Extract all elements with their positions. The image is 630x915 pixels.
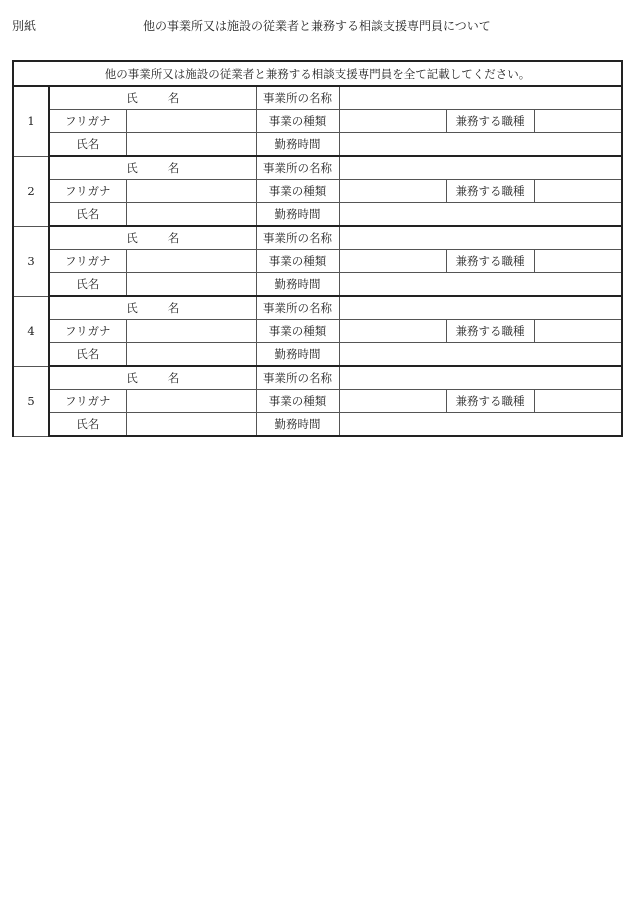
- name-header-char-2: 名: [167, 91, 180, 105]
- working-hours-label: 勤務時間: [256, 203, 339, 227]
- name-header-char-2: 名: [167, 301, 180, 315]
- furigana-label: フリガナ: [49, 110, 126, 133]
- working-hours-label: 勤務時間: [256, 133, 339, 157]
- business-type-field[interactable]: [339, 110, 446, 133]
- instruction-text: 他の事業所又は施設の従業者と兼務する相談支援専門員を全て記載してください。: [13, 61, 622, 86]
- business-type-label: 事業の種類: [256, 390, 339, 413]
- entry-row-name: [13, 273, 622, 297]
- furigana-field[interactable]: [126, 390, 256, 413]
- business-type-field[interactable]: [339, 250, 446, 273]
- office-name-field[interactable]: [339, 366, 622, 390]
- business-type-label: 事業の種類: [256, 110, 339, 133]
- entry-number: 3: [13, 226, 49, 296]
- working-hours-label: 勤務時間: [256, 343, 339, 367]
- entry-row-furigana: [13, 390, 622, 413]
- office-name-label: 事業所の名称: [256, 296, 339, 320]
- entry-row-name: [13, 413, 622, 437]
- name-field[interactable]: [126, 273, 256, 297]
- furigana-label: フリガナ: [49, 390, 126, 413]
- furigana-field[interactable]: [126, 320, 256, 343]
- business-type-label: 事業の種類: [256, 320, 339, 343]
- furigana-label: フリガナ: [49, 180, 126, 203]
- office-name-label: 事業所の名称: [256, 226, 339, 250]
- concurrent-job-field[interactable]: [534, 180, 622, 203]
- furigana-field[interactable]: [126, 180, 256, 203]
- entry-row-name-header: [13, 156, 622, 180]
- entry-number: 1: [13, 86, 49, 156]
- office-name-field[interactable]: [339, 156, 622, 180]
- concurrent-job-label: 兼務する職種: [446, 320, 534, 343]
- entry-row-name: [13, 343, 622, 367]
- furigana-label: フリガナ: [49, 250, 126, 273]
- office-name-field[interactable]: [339, 226, 622, 250]
- entry-row-name-header: [13, 366, 622, 390]
- name-label: 氏名: [49, 343, 126, 367]
- furigana-field[interactable]: [126, 110, 256, 133]
- business-type-label: 事業の種類: [256, 250, 339, 273]
- business-type-label: 事業の種類: [256, 180, 339, 203]
- concurrent-job-field[interactable]: [534, 320, 622, 343]
- entry-row-name: [13, 133, 622, 157]
- working-hours-field[interactable]: [339, 413, 622, 437]
- entry-number: 4: [13, 296, 49, 366]
- working-hours-label: 勤務時間: [256, 273, 339, 297]
- working-hours-label: 勤務時間: [256, 413, 339, 437]
- name-column-header: [49, 366, 256, 390]
- entry-number: 2: [13, 156, 49, 226]
- concurrent-job-label: 兼務する職種: [446, 390, 534, 413]
- name-header-char-1: 氏: [126, 371, 138, 385]
- office-name-field[interactable]: [339, 86, 622, 110]
- name-field[interactable]: [126, 343, 256, 367]
- office-name-label: 事業所の名称: [256, 366, 339, 390]
- entry-row-furigana: [13, 250, 622, 273]
- entry-row-name-header: [13, 296, 622, 320]
- entry-row-name-header: [13, 86, 622, 110]
- concurrent-job-label: 兼務する職種: [446, 110, 534, 133]
- business-type-field[interactable]: [339, 320, 446, 343]
- attachment-label: 別紙: [12, 19, 37, 33]
- entry-number: 5: [13, 366, 49, 436]
- working-hours-field[interactable]: [339, 343, 622, 367]
- concurrent-job-label: 兼務する職種: [446, 180, 534, 203]
- name-column-header: [49, 296, 256, 320]
- business-type-field[interactable]: [339, 390, 446, 413]
- entry-row-name-header: [13, 226, 622, 250]
- entry-row-furigana: [13, 180, 622, 203]
- name-header-char-2: 名: [167, 371, 180, 385]
- working-hours-field[interactable]: [339, 273, 622, 297]
- document-title: 他の事業所又は施設の従業者と兼務する相談支援専門員について: [143, 19, 491, 33]
- concurrent-job-field[interactable]: [534, 110, 622, 133]
- name-header-char-2: 名: [167, 161, 180, 175]
- instruction-row: [13, 61, 622, 86]
- concurrent-job-label: 兼務する職種: [446, 250, 534, 273]
- office-name-label: 事業所の名称: [256, 156, 339, 180]
- office-name-field[interactable]: [339, 296, 622, 320]
- name-column-header: [49, 226, 256, 250]
- name-column-header: [49, 86, 256, 110]
- name-header-char-1: 氏: [126, 161, 138, 175]
- name-field[interactable]: [126, 133, 256, 157]
- concurrent-job-field[interactable]: [534, 390, 622, 413]
- name-header-char-1: 氏: [126, 91, 138, 105]
- name-label: 氏名: [49, 273, 126, 297]
- name-field[interactable]: [126, 413, 256, 437]
- name-label: 氏名: [49, 133, 126, 157]
- name-field[interactable]: [126, 203, 256, 227]
- name-label: 氏名: [49, 413, 126, 437]
- staff-form-table: [12, 60, 623, 437]
- furigana-label: フリガナ: [49, 320, 126, 343]
- name-label: 氏名: [49, 203, 126, 227]
- entry-row-name: [13, 203, 622, 227]
- concurrent-job-field[interactable]: [534, 250, 622, 273]
- entry-row-furigana: [13, 320, 622, 343]
- name-header-char-1: 氏: [126, 301, 138, 315]
- entry-row-furigana: [13, 110, 622, 133]
- name-header-char-1: 氏: [126, 231, 138, 245]
- business-type-field[interactable]: [339, 180, 446, 203]
- furigana-field[interactable]: [126, 250, 256, 273]
- office-name-label: 事業所の名称: [256, 86, 339, 110]
- name-header-char-2: 名: [167, 231, 180, 245]
- name-column-header: [49, 156, 256, 180]
- working-hours-field[interactable]: [339, 203, 622, 227]
- working-hours-field[interactable]: [339, 133, 622, 157]
